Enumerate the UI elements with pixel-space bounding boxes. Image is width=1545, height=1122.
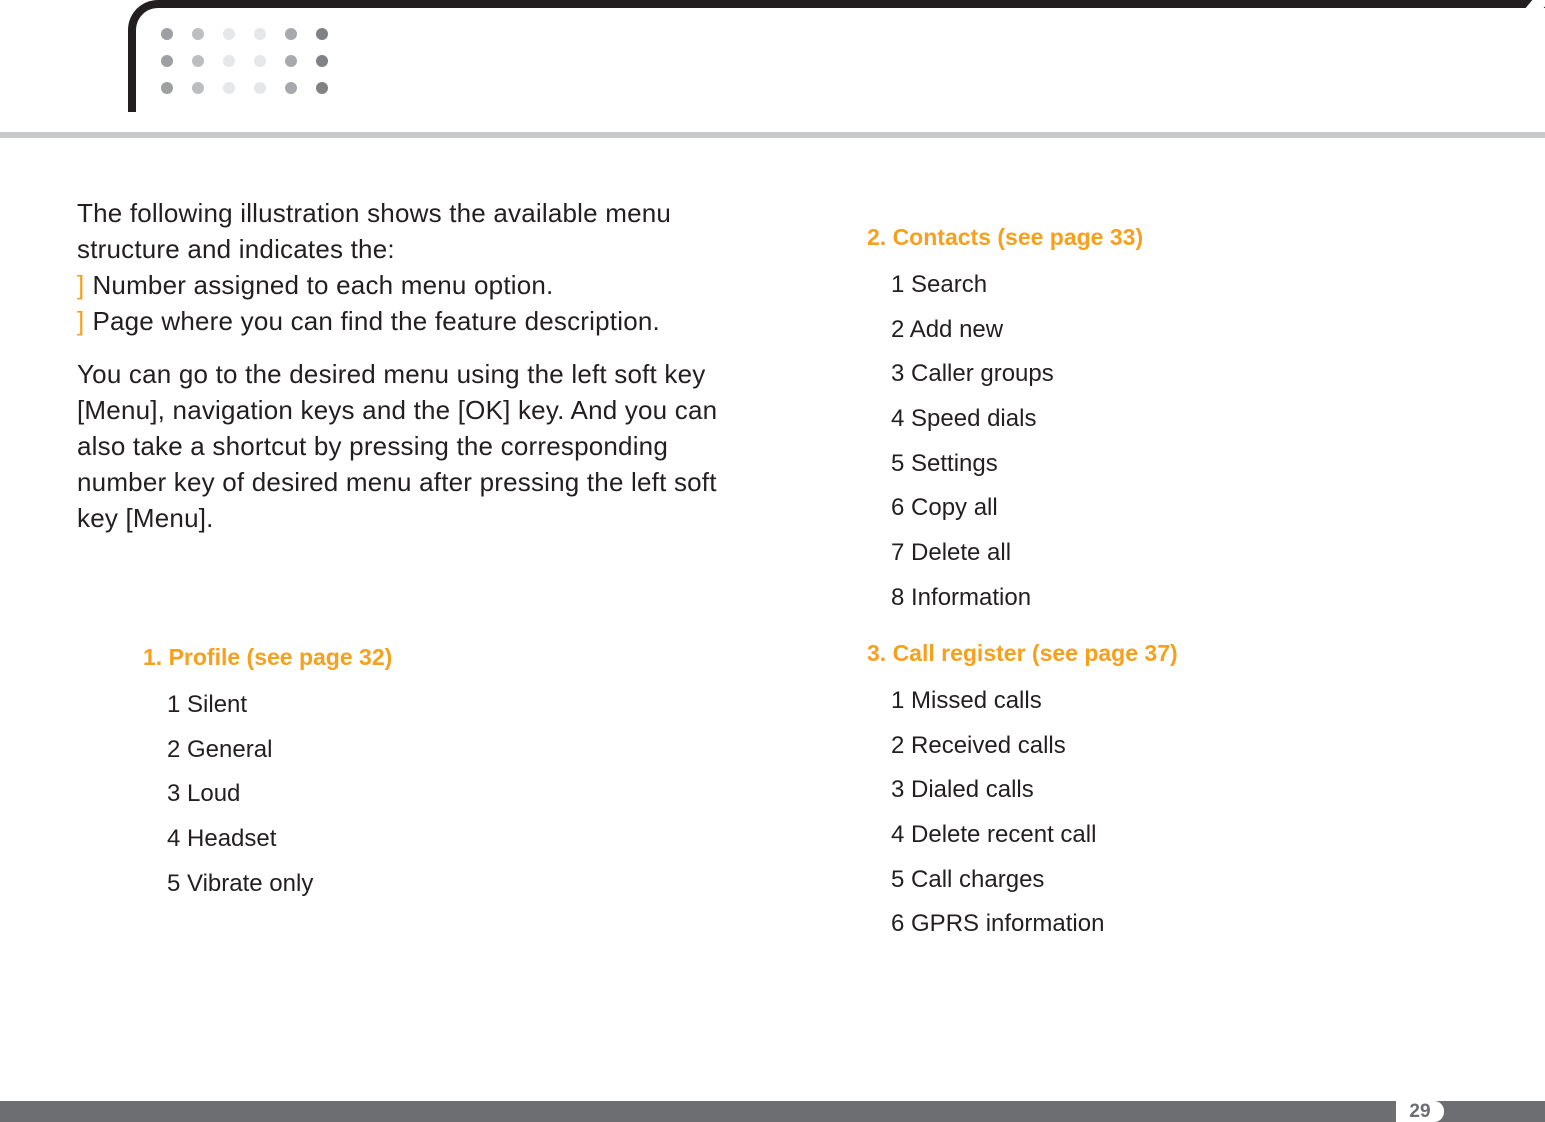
list-item: 1 Silent <box>167 691 248 718</box>
menu-section-call-register <box>867 639 1178 954</box>
list-item: 5 Call charges <box>891 865 1045 893</box>
list-item: 4 Delete recent call <box>891 821 1097 849</box>
list-item: 3 Dialed calls <box>891 776 1034 804</box>
intro-bullet-text: Page where you can find the feature description. <box>92 306 660 336</box>
menu-section-profile <box>143 643 392 913</box>
decorative-dot <box>223 82 235 94</box>
list-item: 2 Received calls <box>891 731 1066 759</box>
decorative-dot <box>161 55 173 67</box>
list-item: 8 Information <box>891 583 1032 611</box>
header-frame-cap <box>1526 0 1545 8</box>
decorative-dot <box>192 55 204 67</box>
decorative-dot <box>316 55 328 67</box>
list-item: 1 Missed calls <box>891 687 1042 714</box>
intro-bullet <box>77 267 737 303</box>
section-title: 3. Call register (see page 37) <box>867 640 1178 666</box>
list-item: 4 Speed dials <box>891 405 1037 433</box>
decorative-dot <box>254 82 266 94</box>
list-item: 2 Add new <box>891 315 1004 343</box>
decorative-dot <box>285 82 297 94</box>
intro-paragraph: The following illustration shows the available menu structure and indicates the: <box>77 198 672 264</box>
decorative-dot <box>254 55 266 67</box>
menu-section-contacts <box>867 223 1143 628</box>
header-frame <box>128 0 1545 112</box>
header-rule <box>0 132 1545 138</box>
bullet-marker: ] <box>77 306 85 336</box>
decorative-dot <box>223 28 235 40</box>
section-title: 2. Contacts (see page 33) <box>867 224 1144 250</box>
section-title: 1. Profile (see page 32) <box>143 644 393 670</box>
page-number: 29 <box>1396 1101 1444 1122</box>
list-item: 3 Loud <box>167 780 241 808</box>
list-item: 5 Settings <box>891 449 998 477</box>
decorative-dot <box>192 82 204 94</box>
decorative-dot <box>285 55 297 67</box>
list-item: 1 Search <box>891 271 988 298</box>
list-item: 7 Delete all <box>891 539 1012 567</box>
list-item: 5 Vibrate only <box>167 869 314 897</box>
footer-bar <box>0 1101 1545 1122</box>
section-item-list <box>867 270 1143 628</box>
intro-paragraph: You can go to the desired menu using the left soft key [Menu], navigation keys and the [OK] key. And you can also take a shortcut by pressing the corresponding number key of desired menu after pressing the left soft key [Menu]. <box>77 359 718 533</box>
decorative-dot <box>285 28 297 40</box>
intro-bullet-text: Number assigned to each menu option. <box>92 270 554 300</box>
list-item: 2 General <box>167 735 273 763</box>
list-item: 6 GPRS information <box>891 910 1105 938</box>
decorative-dot-grid <box>161 28 328 94</box>
list-item: 6 Copy all <box>891 494 998 522</box>
section-item-list <box>867 686 1178 954</box>
list-item: 3 Caller groups <box>891 360 1054 388</box>
decorative-dot <box>161 82 173 94</box>
bullet-marker: ] <box>77 270 85 300</box>
intro-bullet <box>77 303 737 339</box>
decorative-dot <box>254 28 266 40</box>
decorative-dot <box>316 28 328 40</box>
decorative-dot <box>161 28 173 40</box>
list-item: 4 Headset <box>167 825 277 853</box>
decorative-dot <box>192 28 204 40</box>
decorative-dot <box>223 55 235 67</box>
decorative-dot <box>316 82 328 94</box>
section-item-list <box>143 690 392 913</box>
intro-text-block <box>77 195 737 536</box>
